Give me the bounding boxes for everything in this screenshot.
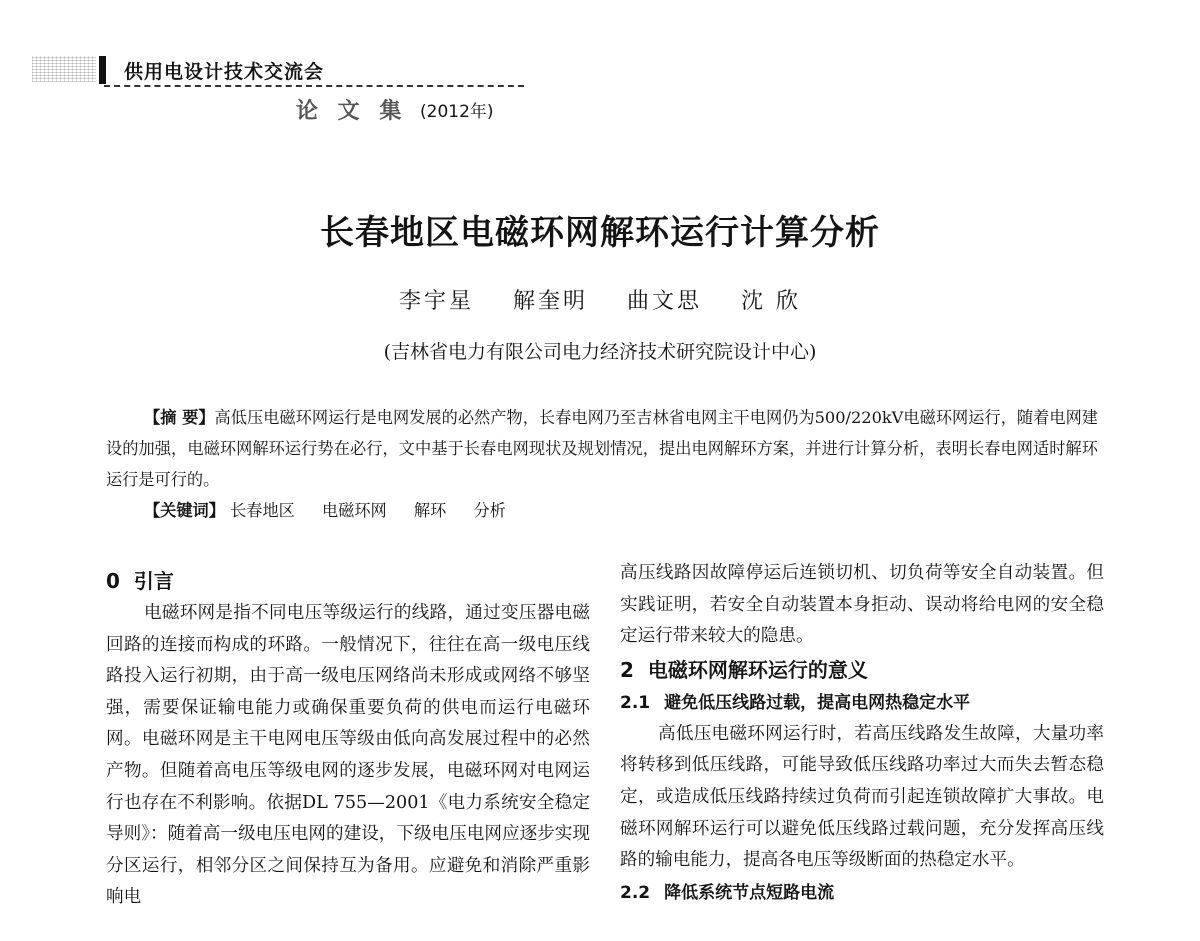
subsection-title: 避免低压线路过载，提高电网热稳定水平 xyxy=(664,692,971,713)
section-heading-0 xyxy=(106,564,590,598)
series-title: 供用电设计技术交流会 xyxy=(124,61,325,83)
right-column xyxy=(620,558,1104,909)
affiliation: (吉林省电力有限公司电力经济技术研究院设计中心) xyxy=(383,341,817,363)
author-list xyxy=(0,284,1200,315)
keyword: 解环 xyxy=(413,501,447,520)
header-bar xyxy=(99,56,106,84)
subsection-number: 2.2 xyxy=(620,882,651,903)
keyword: 分析 xyxy=(473,501,506,520)
abstract-text: 高低压电磁环网运行是电网发展的必然产物，长春电网乃至吉林省电网主干电网仍为500/220kV电磁环网运行，随着电网建设的加强，电磁环网解环运行势在必行，文中基于长春电网现状及规划情况，提出电网解环方案，并进行计算分析，表明长春电网适时解环运行是可行的。 xyxy=(106,408,1098,489)
author: 李宇星 xyxy=(398,289,474,314)
abstract xyxy=(106,402,1098,495)
section-title: 电磁环网解环运行的意义 xyxy=(647,657,868,682)
header-decoration xyxy=(32,56,96,82)
section-title: 引言 xyxy=(133,569,174,593)
subsection-title: 降低系统节点短路电流 xyxy=(664,882,835,903)
keywords xyxy=(144,497,528,521)
author: 解奎明 xyxy=(512,289,588,314)
subsection-paragraph: 高低压电磁环网运行时，若高压线路发生故障，大量功率将转移到低压线路，可能导致低压线路功率过大而失去暂态稳定，或造成低压线路持续过负荷而引起连锁故障扩大事故。电磁环网解环运行可以避免低压线路过载问题，充分发挥高压线路的输电能力，提高各电压等级断面的热稳定水平。 xyxy=(620,723,1104,871)
keywords-label: 【关键词】 xyxy=(144,501,225,520)
collection-label: 论 文 集 xyxy=(296,98,408,124)
header-divider xyxy=(104,85,524,87)
abstract-label: 【摘 要】 xyxy=(144,408,215,427)
author: 曲文思 xyxy=(627,289,703,314)
subsection-number: 2.1 xyxy=(620,692,651,713)
collection-year: (2012年) xyxy=(420,102,494,122)
subsection-heading-2-2 xyxy=(620,877,1104,909)
keyword: 电磁环网 xyxy=(322,501,387,520)
section-heading-2 xyxy=(620,653,1104,687)
section-number: 2 xyxy=(620,657,634,682)
section-number: 0 xyxy=(106,569,120,593)
paper-title: 长春地区电磁环网解环运行计算分析 xyxy=(320,213,880,253)
left-column xyxy=(106,564,590,914)
subsection-heading-2-1 xyxy=(620,687,1104,719)
intro-paragraph: 电磁环网是指不同电压等级运行的线路，通过变压器电磁回路的连接而构成的环路。一般情况下，往往在高一级电压线路投入运行初期，由于高一级电压网络尚未形成或网络不够坚强，需要保证输电能力或确保重要负荷的供电而运行电磁环网。电磁环网是主干电网电压等级由低向高发展过程中的必然产物。但随着高电压等级电网的逐步发展，电磁环网对电网运行也存在不利影响。依据DL 755—2001《电力系统安全稳定导则》：随着高一级电压电网的建设，下级电压电网应逐步实现分区运行，相邻分区之间保持互为备用。应避免和消除严重影响电 xyxy=(106,603,590,908)
continuation-paragraph: 高压线路因故障停运后连锁切机、切负荷等安全自动装置。但实践证明，若安全自动装置本身拒动、误动将给电网的安全稳定运行带来较大的隐患。 xyxy=(620,563,1104,647)
keyword: 长春地区 xyxy=(230,501,295,520)
author: 沈 欣 xyxy=(741,289,802,314)
